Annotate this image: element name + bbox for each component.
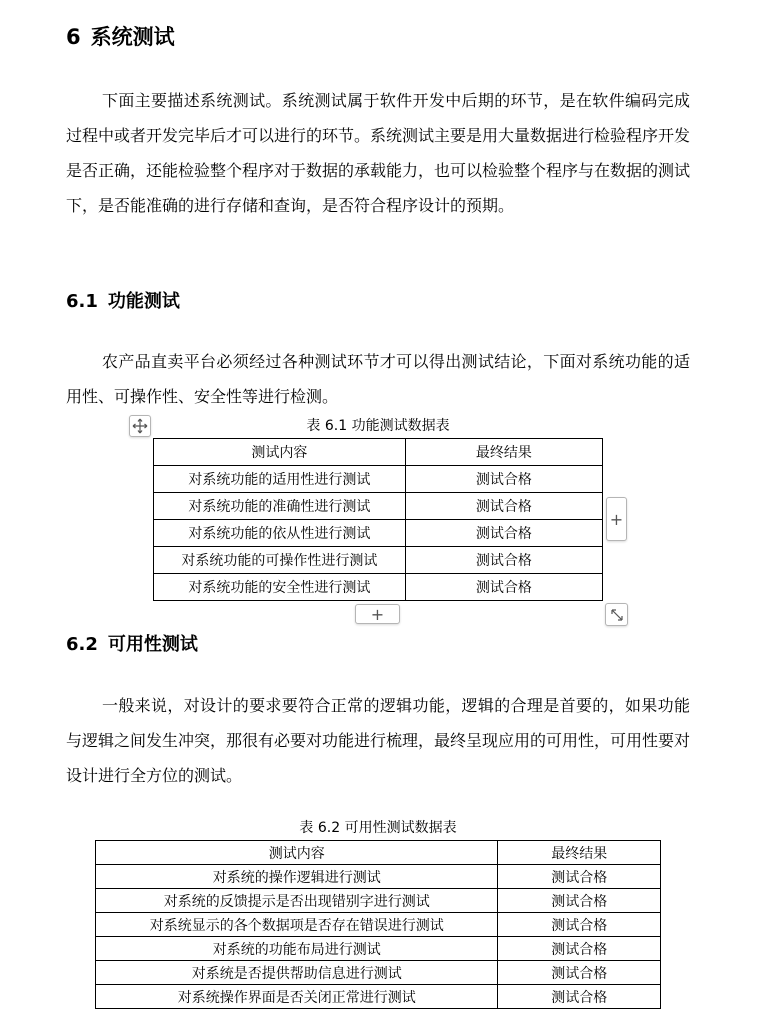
table-cell: 对系统功能的安全性进行测试 <box>154 574 406 601</box>
table-cell: 测试合格 <box>405 466 602 493</box>
table-cell: 对系统的操作逻辑进行测试 <box>96 865 498 889</box>
table-cell: 测试合格 <box>405 520 602 547</box>
heading-title: 可用性测试 <box>107 634 198 655</box>
heading-title: 系统测试 <box>90 25 175 49</box>
paragraph-system-test: 下面主要描述系统测试。系统测试属于软件开发中后期的环节，是在软件编码完成过程中或者开发完毕后才可以进行的环节。系统测试主要是用大量数据进行检验程序开发是否正确，还能检验整个程序对于数据的承载能力，也可以检验整个程序与在数据的测试下，是否能准确的进行存储和查询，是否符合程序设计的预期。 <box>66 91 691 215</box>
table-cell: 测试合格 <box>498 961 661 985</box>
table-cell: 测试合格 <box>498 913 661 937</box>
plus-icon: + <box>609 509 624 529</box>
add-column-button[interactable] <box>606 497 627 541</box>
table-cell: 测试合格 <box>498 985 661 1009</box>
resize-diagonal-icon <box>610 608 624 622</box>
table-caption-6-2: 表 6.2 可用性测试数据表 <box>299 820 457 836</box>
heading-section-6 <box>66 22 175 52</box>
table-cell: 对系统功能的可操作性进行测试 <box>154 547 406 574</box>
table-cell: 测试合格 <box>498 865 661 889</box>
table-header-cell: 测试内容 <box>96 841 498 865</box>
table-row <box>154 466 603 493</box>
table-row <box>96 913 661 937</box>
paragraph-usability-test: 一般来说，对设计的要求要符合正常的逻辑功能，逻辑的合理是首要的，如果功能与逻辑之间发生冲突，那很有必要对功能进行梳理，最终呈现应用的可用性，可用性要对设计进行全方位的测试。 <box>66 696 691 785</box>
table-row <box>96 985 661 1009</box>
table-row <box>96 937 661 961</box>
table-row <box>96 865 661 889</box>
table-cell: 测试合格 <box>498 889 661 913</box>
usability-test-table <box>95 840 661 1009</box>
table-cell: 对系统的反馈提示是否出现错别字进行测试 <box>96 889 498 913</box>
heading-number: 6.2 <box>66 634 98 655</box>
table-cell: 测试合格 <box>405 493 602 520</box>
table-cell: 对系统的功能布局进行测试 <box>96 937 498 961</box>
table-header-cell: 最终结果 <box>405 439 602 466</box>
table-header-row <box>154 439 603 466</box>
table-header-cell: 测试内容 <box>154 439 406 466</box>
table-move-handle[interactable] <box>129 415 151 437</box>
function-test-table <box>153 438 603 601</box>
table-row <box>154 520 603 547</box>
heading-number: 6 <box>66 25 81 49</box>
table-cell: 对系统功能的适用性进行测试 <box>154 466 406 493</box>
table-header-cell: 最终结果 <box>498 841 661 865</box>
plus-icon: + <box>370 604 385 624</box>
table-cell: 测试合格 <box>405 547 602 574</box>
heading-number: 6.1 <box>66 291 98 312</box>
heading-section-6-1 <box>66 289 180 315</box>
paragraph-function-test: 农产品直卖平台必须经过各种测试环节才可以得出测试结论，下面对系统功能的适用性、可操作性、安全性等进行检测。 <box>66 352 690 406</box>
table-row <box>96 961 661 985</box>
table-cell: 测试合格 <box>498 937 661 961</box>
add-row-button[interactable] <box>355 604 400 624</box>
table-cell: 对系统功能的准确性进行测试 <box>154 493 406 520</box>
table-cell: 对系统操作界面是否关闭正常进行测试 <box>96 985 498 1009</box>
table-row <box>154 574 603 601</box>
table-cell: 对系统功能的依从性进行测试 <box>154 520 406 547</box>
heading-section-6-2 <box>66 632 198 658</box>
move-arrows-icon <box>132 418 148 434</box>
table-row <box>154 547 603 574</box>
heading-title: 功能测试 <box>107 291 180 312</box>
table-row <box>154 493 603 520</box>
table-caption-6-1: 表 6.1 功能测试数据表 <box>306 418 450 434</box>
table-row <box>96 889 661 913</box>
table-cell: 对系统是否提供帮助信息进行测试 <box>96 961 498 985</box>
table-header-row <box>96 841 661 865</box>
table-cell: 测试合格 <box>405 574 602 601</box>
table-resize-handle[interactable] <box>605 603 628 626</box>
table-cell: 对系统显示的各个数据项是否存在错误进行测试 <box>96 913 498 937</box>
